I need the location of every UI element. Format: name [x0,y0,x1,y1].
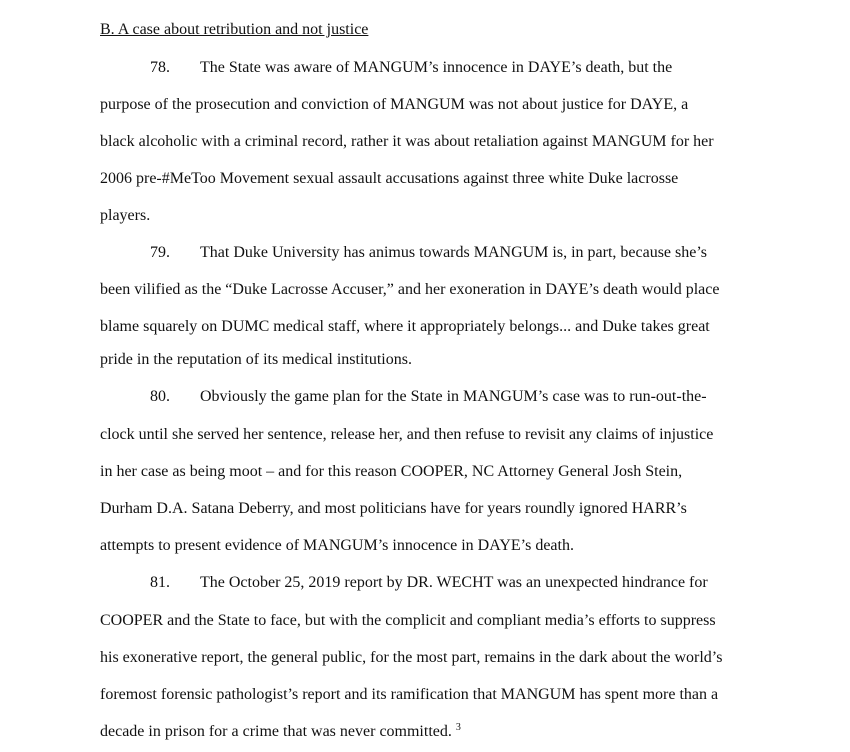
paragraph-first-line: Obviously the game plan for the State in MANGUM’s case was to run-out-the- [200,388,707,405]
footnote-reference[interactable]: 3 [455,722,461,733]
paragraph-line: attempts to present evidence of MANGUM’s innocence in DAYE’s death. [100,537,574,554]
paragraph-line: his exonerative report, the general public, for the most part, remains in the dark about the world’s [100,649,723,666]
paragraph-first-line: The October 25, 2019 report by DR. WECHT was an unexpected hindrance for [200,574,708,591]
paragraph-number: 78. [150,59,170,76]
paragraph-line: decade in prison for a crime that was never committed. [100,723,456,740]
paragraph-number: 81. [150,574,170,591]
paragraph-line: been vilified as the “Duke Lacrosse Accuser,” and her exoneration in DAYE’s death would place [100,281,720,298]
paragraph-line: purpose of the prosecution and conviction of MANGUM was not about justice for DAYE, a [100,96,689,113]
paragraph-line: foremost forensic pathologist’s report and its ramification that MANGUM has spent more than a [100,686,719,703]
paragraph-line: clock until she served her sentence, release her, and then refuse to revisit any claims of injustice [100,426,714,443]
paragraph-line: blame squarely on DUMC medical staff, where it appropriately belongs... and Duke takes great [100,318,710,335]
paragraph-number: 79. [150,244,170,261]
paragraph-last-line [100,722,461,742]
paragraph-line: 2006 pre-#MeToo Movement sexual assault accusations against three white Duke lacrosse [100,170,679,187]
section-heading: B. A case about retribution and not justice [100,21,369,38]
paragraph-line: pride in the reputation of its medical institutions. [100,351,412,368]
paragraph-line: black alcoholic with a criminal record, rather it was about retaliation against MANGUM for her [100,133,714,150]
paragraph-line: players. [100,207,151,224]
paragraph-number: 80. [150,388,170,405]
paragraph-line: COOPER and the State to face, but with the complicit and compliant media’s efforts to suppress [100,612,716,629]
paragraph-line: Durham D.A. Satana Deberry, and most politicians have for years roundly ignored HARR’s [100,500,687,517]
paragraph-first-line: That Duke University has animus towards MANGUM is, in part, because she’s [200,244,708,261]
paragraph-first-line: The State was aware of MANGUM’s innocence in DAYE’s death, but the [200,59,673,76]
paragraph-line: in her case as being moot – and for this reason COOPER, NC Attorney General Josh Stein, [100,463,683,480]
